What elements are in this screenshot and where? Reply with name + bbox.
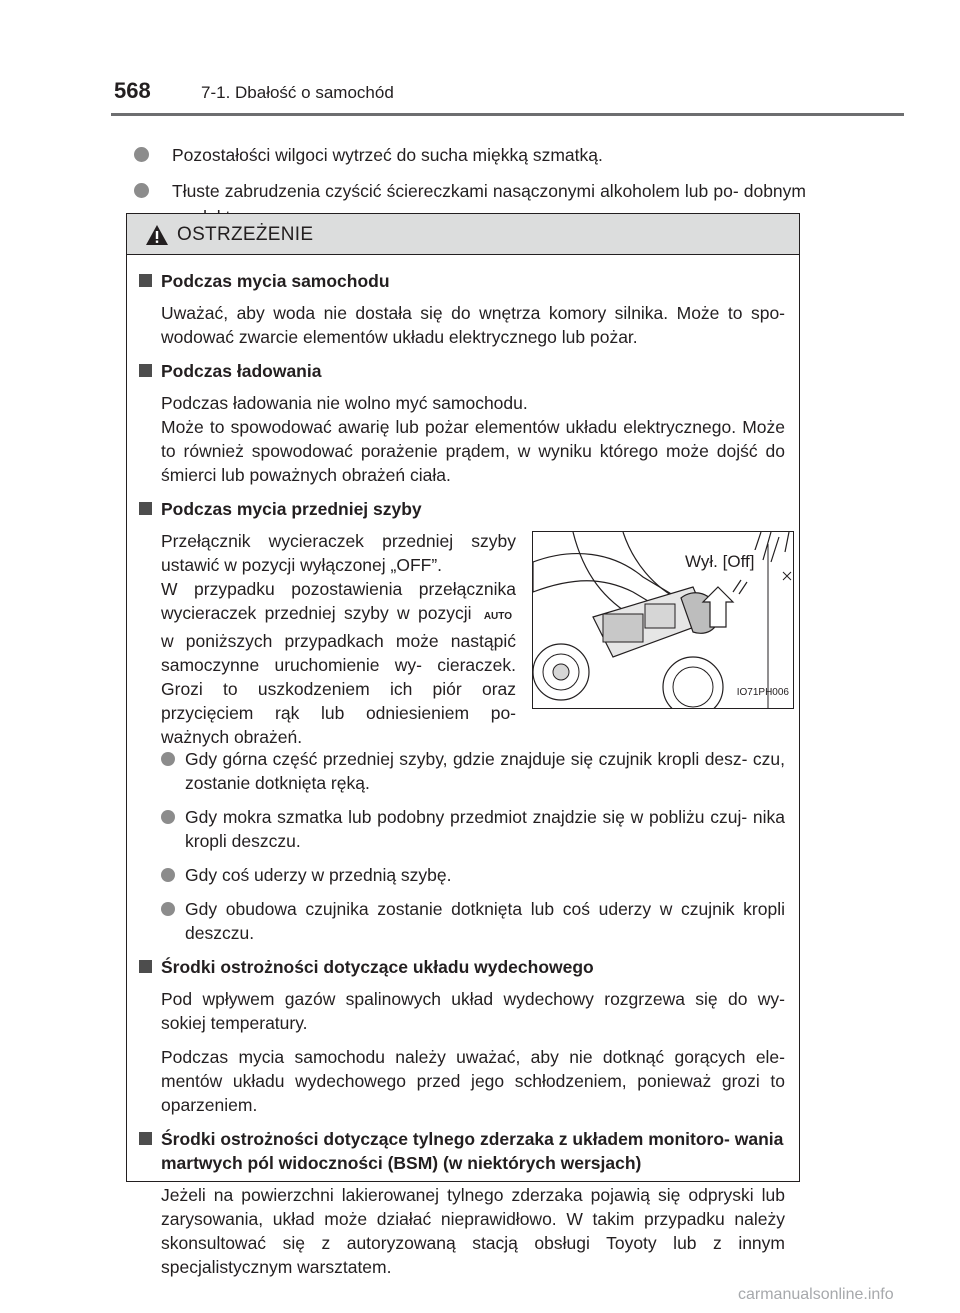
wiper-switch-figure <box>532 531 794 709</box>
section-heading: Podczas mycia przedniej szyby <box>139 497 785 521</box>
bullet-icon <box>134 147 149 162</box>
section-heading: Środki ostrożności dotyczące tylnego zderzaka z układem monitoro- wania martwych pól widoczności (BSM) (w niektórych wersjach) <box>139 1127 785 1175</box>
warning-title: OSTRZEŻENIE <box>177 224 314 245</box>
square-bullet-icon <box>139 1132 152 1145</box>
paragraph: Jeżeli na powierzchni lakierowanej tylnego zderzaka pojawią się odpryski lub zarysowania, układ może działać nieprawidłowo. W takim przypadku należy skonsultować się z autoryzowaną stacją obsługi Toyoty lub z innym specjalistycznym warsztatem. <box>161 1185 785 1277</box>
list-item: Gdy obudowa czujnika zostanie dotknięta lub coś uderzy w czujnik kropli deszczu. <box>139 897 785 945</box>
square-bullet-icon <box>139 364 152 377</box>
page-number: 568 <box>114 78 151 103</box>
watermark: carmanualsonline.info <box>738 1286 894 1303</box>
warning-body <box>127 255 799 1279</box>
bullet-icon <box>134 183 149 198</box>
section-heading: Podczas ładowania <box>139 359 785 383</box>
figure-code: IO71PH006 <box>736 687 789 698</box>
section-heading: Środki ostrożności dotyczące układu wydechowego <box>139 955 785 979</box>
paragraph: Pod wpływem gazów spalinowych układ wydechowy rozgrzewa się do wy- sokiej temperatury. <box>161 989 785 1033</box>
header-rule <box>111 113 904 116</box>
paragraph: Podczas mycia samochodu należy uważać, aby nie dotknąć gorących ele- mentów układu wydechowego przed jego schłodzeniem, ponieważ grozi to oparzeniem. <box>161 1047 785 1115</box>
warning-header <box>127 214 799 255</box>
paragraph: Może to spowodować awarię lub pożar elementów układu elektrycznego. Może to również spowodować porażenie prądem, w wyniku którego może dojść do śmierci lub poważnych obrażeń ciała. <box>161 417 785 485</box>
figure-label: Wył. [Off] <box>683 550 756 574</box>
list-item: Gdy coś uderzy w przednią szybę. <box>139 863 785 887</box>
square-bullet-icon <box>139 274 152 287</box>
square-bullet-icon <box>139 960 152 973</box>
paragraph: Przełącznik wycieraczek przedniej szyby ustawić w pozycji wyłączonej „OFF”. W przypadku pozostawienia przełącznika wycieraczek przedniej szyby w pozycji AUTO w poniższych przypadkach może nastąpić samoczynne uruchomienie wy- cieraczek. Grozi to uszkodzeniem ich piór oraz przycięciem rąk lub odniesieniem po- ważnych obrażeń. <box>161 531 516 747</box>
square-bullet-icon <box>139 502 152 515</box>
section-heading: Podczas mycia samochodu <box>139 269 785 293</box>
bullet-icon <box>161 810 175 824</box>
warning-box <box>126 213 800 1277</box>
bullet-icon <box>161 868 175 882</box>
page-header <box>0 0 960 118</box>
auto-symbol: AUTO <box>483 611 512 622</box>
warning-triangle-icon <box>145 224 169 246</box>
paragraph: Podczas ładowania nie wolno myć samochodu. <box>161 393 528 413</box>
list-item: Pozostałości wilgoci wytrzeć do sucha miękką szmatką. <box>134 142 806 168</box>
wiper-section <box>139 529 789 747</box>
paragraph: Uważać, aby woda nie dostała się do wnętrza komory silnika. Może to spo- wodować zwarcie elementów układu elektrycznego lub pożar. <box>161 303 785 347</box>
section-title: 7-1. Dbałość o samochód <box>201 83 394 102</box>
list-item: Gdy mokra szmatka lub podobny przedmiot znajdzie się w pobliżu czuj- nika kropli deszczu. <box>139 805 785 853</box>
list-item: Gdy górna część przedniej szyby, gdzie znajduje się czujnik kropli desz- czu, zostanie dotknięta ręką. <box>139 747 785 795</box>
list-item: Tłuste zabrudzenia czyścić ściereczkami nasączonymi alkoholem lub po- dobnym <box>134 178 806 230</box>
bullet-icon <box>161 902 175 916</box>
bullet-icon <box>161 752 175 766</box>
